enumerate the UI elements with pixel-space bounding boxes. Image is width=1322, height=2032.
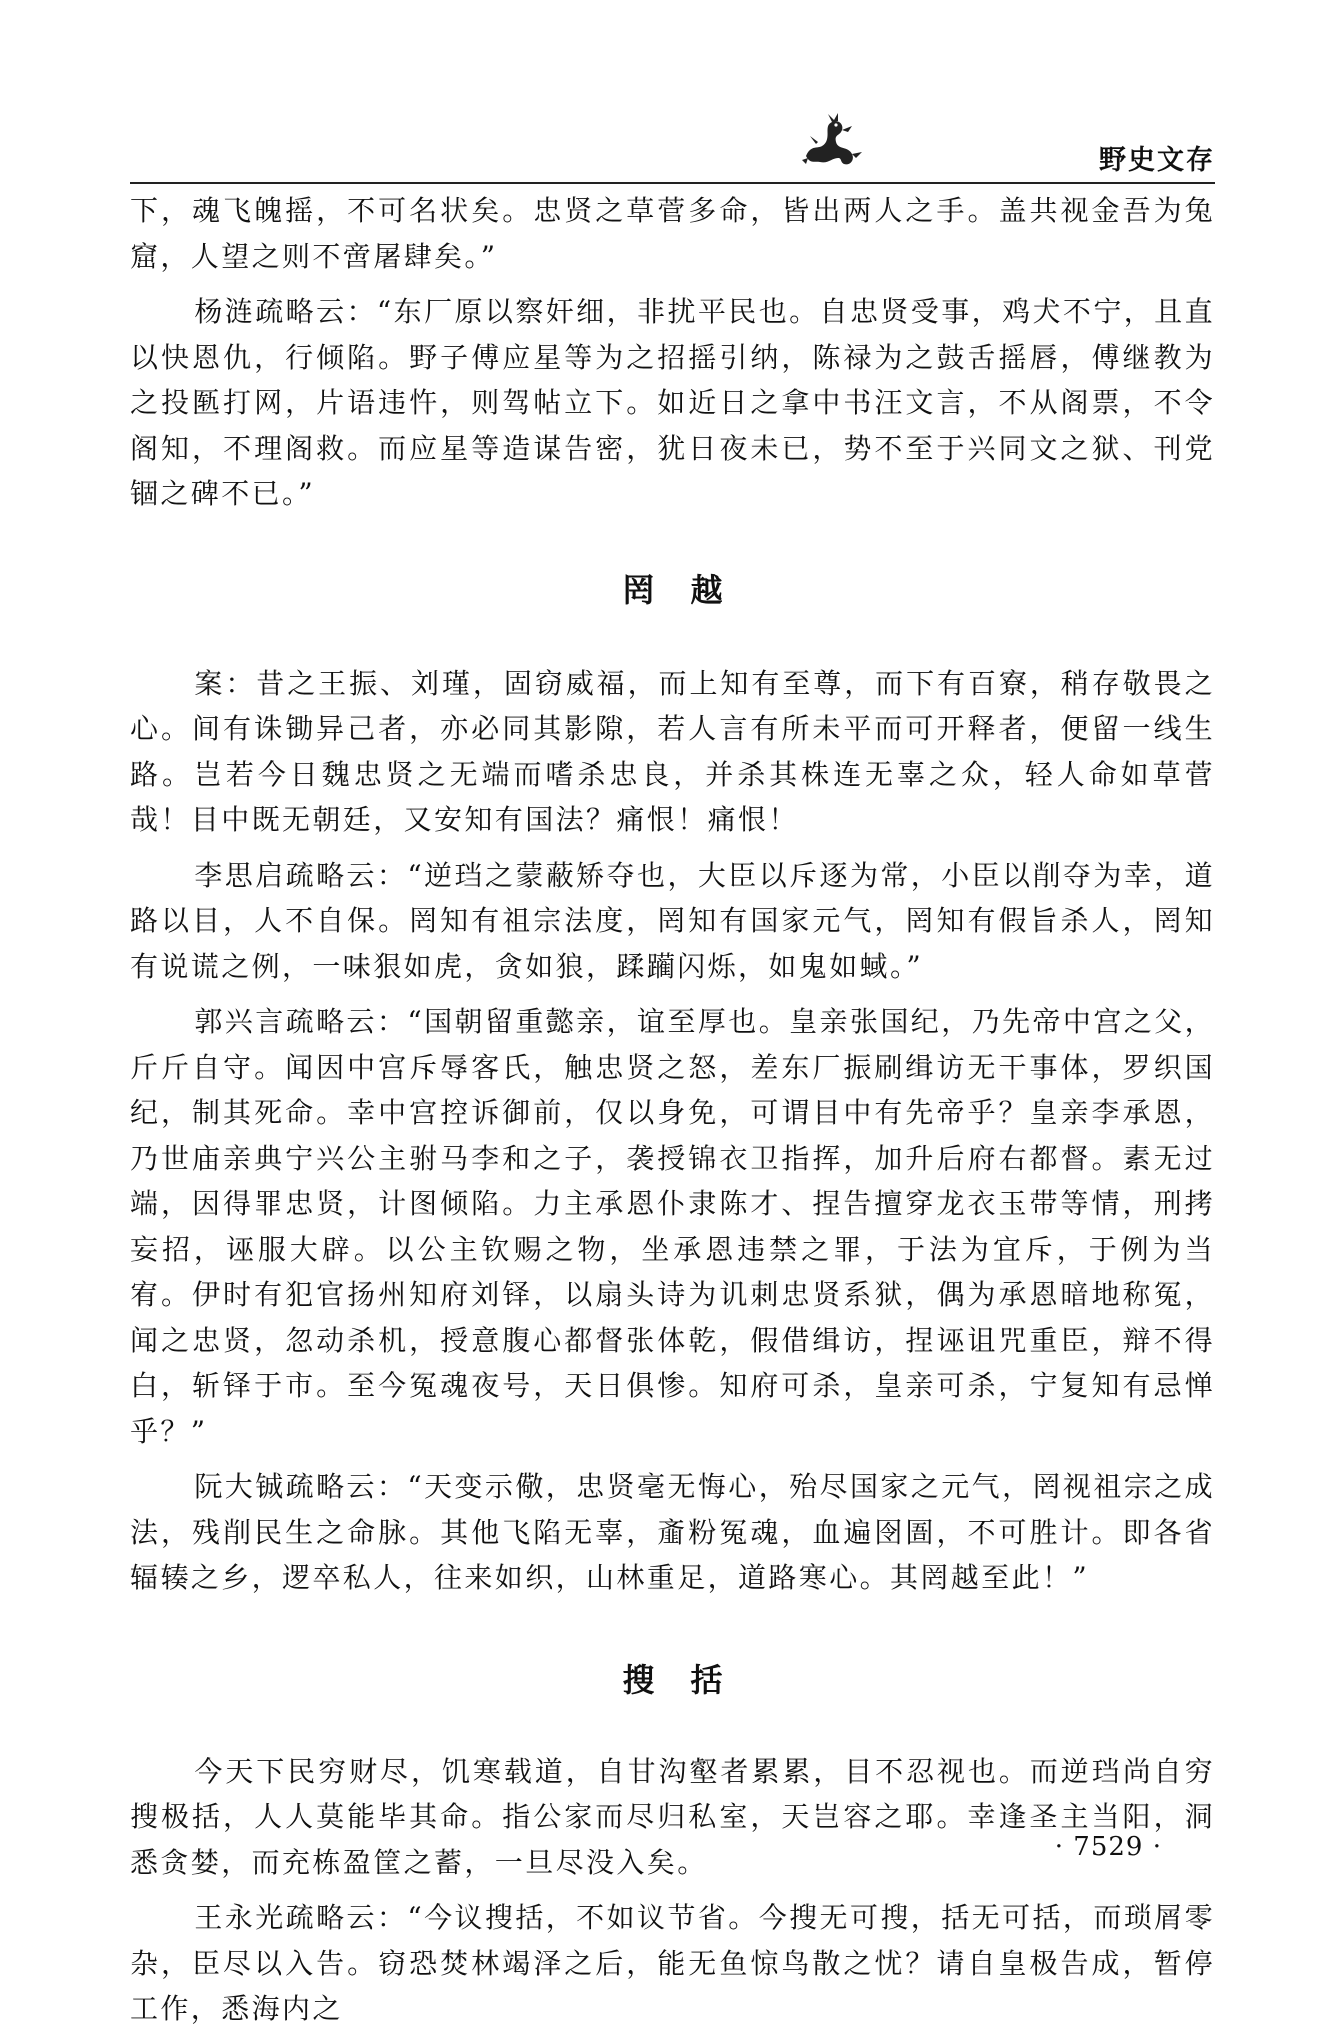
paragraph-souguo-intro: 今天下民穷财尽，饥寒载道，自甘沟壑者累累，目不忍视也。而逆珰尚自穷搜极括，人人莫能毕其命。指公家而尽归私室，天岂容之耶。幸逢圣主当阳，洞悉贪婪，而充栋盈筐之蓄，一旦尽没入矣。 [130, 1754, 1215, 1879]
header-rule [130, 182, 1215, 184]
paragraph-continuation: 下，魂飞魄摇，不可名状矣。忠贤之草菅多命，皆出两人之手。盖共视金吾为兔窟，人望之则不啻屠肆矣。” [130, 194, 1215, 273]
section-title-souguo: 搜括 [622, 1660, 759, 1699]
paragraph-guo-xingyan: 郭兴言疏略云：“国朝留重懿亲，谊至厚也。皇亲张国纪，乃先帝中宫之父，斤斤自守。闻因中宫斥辱客氏，触忠贤之怒，差东厂振刷缉访无干事体，罗织国纪，制其死命。幸中宫控诉御前，仅以身免，可谓目中有先帝乎？皇亲李承恩，乃世庙亲典宁兴公主驸马李和之子，袭授锦衣卫指挥，加升后府右都督。素无过端，因得罪忠贤，计图倾陷。力主承恩仆隶陈才、捏告擅穿龙衣玉带等情，刑拷妄招，诬服大辟。以公主钦赐之物，坐承恩违禁之罪，于法为宜斥，于例为当宥。伊时有犯官扬州知府刘铎，以扇头诗为讥刺忠贤系狱，偶为承恩暗地称冤，闻之忠贤，忽动杀机，授意腹心都督张体乾，假借缉访，捏诬诅咒重臣，辩不得白，斩铎于市。至今冤魂夜号，天日俱惨。知府可杀，皇亲可杀，宁复知有忌惮乎？” [130, 1005, 1215, 1448]
page-body [130, 188, 1215, 2032]
paragraph-li-siqi: 李思启疏略云：“逆珰之蒙蔽矫夺也，大臣以斥逐为常，小臣以削夺为幸，道路以目，人不自保。罔知有祖宗法度，罔知有国家元气，罔知有假旨杀人，罔知有说谎之例，一味狠如虎，贪如狼，蹂躏闪烁，如鬼如蜮。” [130, 858, 1215, 983]
page-header [130, 112, 1215, 184]
paragraph-yang-lian: 杨涟疏略云：“东厂原以察奸细，非扰平民也。自忠贤受事，鸡犬不宁，且直以快恩仇，行倾陷。野子傅应星等为之招摇引纳，陈禄为之鼓舌摇唇，傅继教为之投匦打网，片语违忤，则驾帖立下。如近日之拿中书汪文言，不从阁票，不令阁知，不理阁救。而应星等造谋告密，犹日夜未已，势不至于兴同文之狱、刊党锢之碑不已。” [130, 295, 1215, 510]
paragraph-wang-yongguang: 王永光疏略云：“今议搜括，不如议节省。今搜无可搜，括无可括，而琐屑零杂，臣尽以入告。窃恐焚林竭泽之后，能无鱼惊鸟散之忧？请自皇极告成，暂停工作，悉海内之 [130, 1901, 1215, 2025]
page-number: · 7529 · [1054, 1832, 1162, 1862]
paragraph-an: 案：昔之王振、刘瑾，固窃威福，而上知有至尊，而下有百寮，稍存敬畏之心。间有诛锄异己者，亦必同其影隙，若人言有所未平而可开释者，便留一线生路。岂若今日魏忠贤之无端而嗜杀忠良，并杀其株连无辜之众，轻人命如草菅哉！目中既无朝廷，又安知有国法？痛恨！痛恨！ [130, 666, 1215, 836]
paragraph-ruan-dacheng: 阮大铖疏略云：“天变示儆，忠贤毫无悔心，殆尽国家之元气，罔视祖宗之成法，残削民生之命脉。其他飞陷无辜，齑粉冤魂，血遍囹圄，不可胜计。即各省辐辏之乡，逻卒私人，往来如织，山林重足，道路寒心。其罔越至此！” [130, 1470, 1215, 1594]
dragon-icon [798, 112, 864, 170]
section-title-wangyue: 罔越 [622, 570, 759, 609]
running-header-title: 野史文存 [1099, 145, 1215, 176]
